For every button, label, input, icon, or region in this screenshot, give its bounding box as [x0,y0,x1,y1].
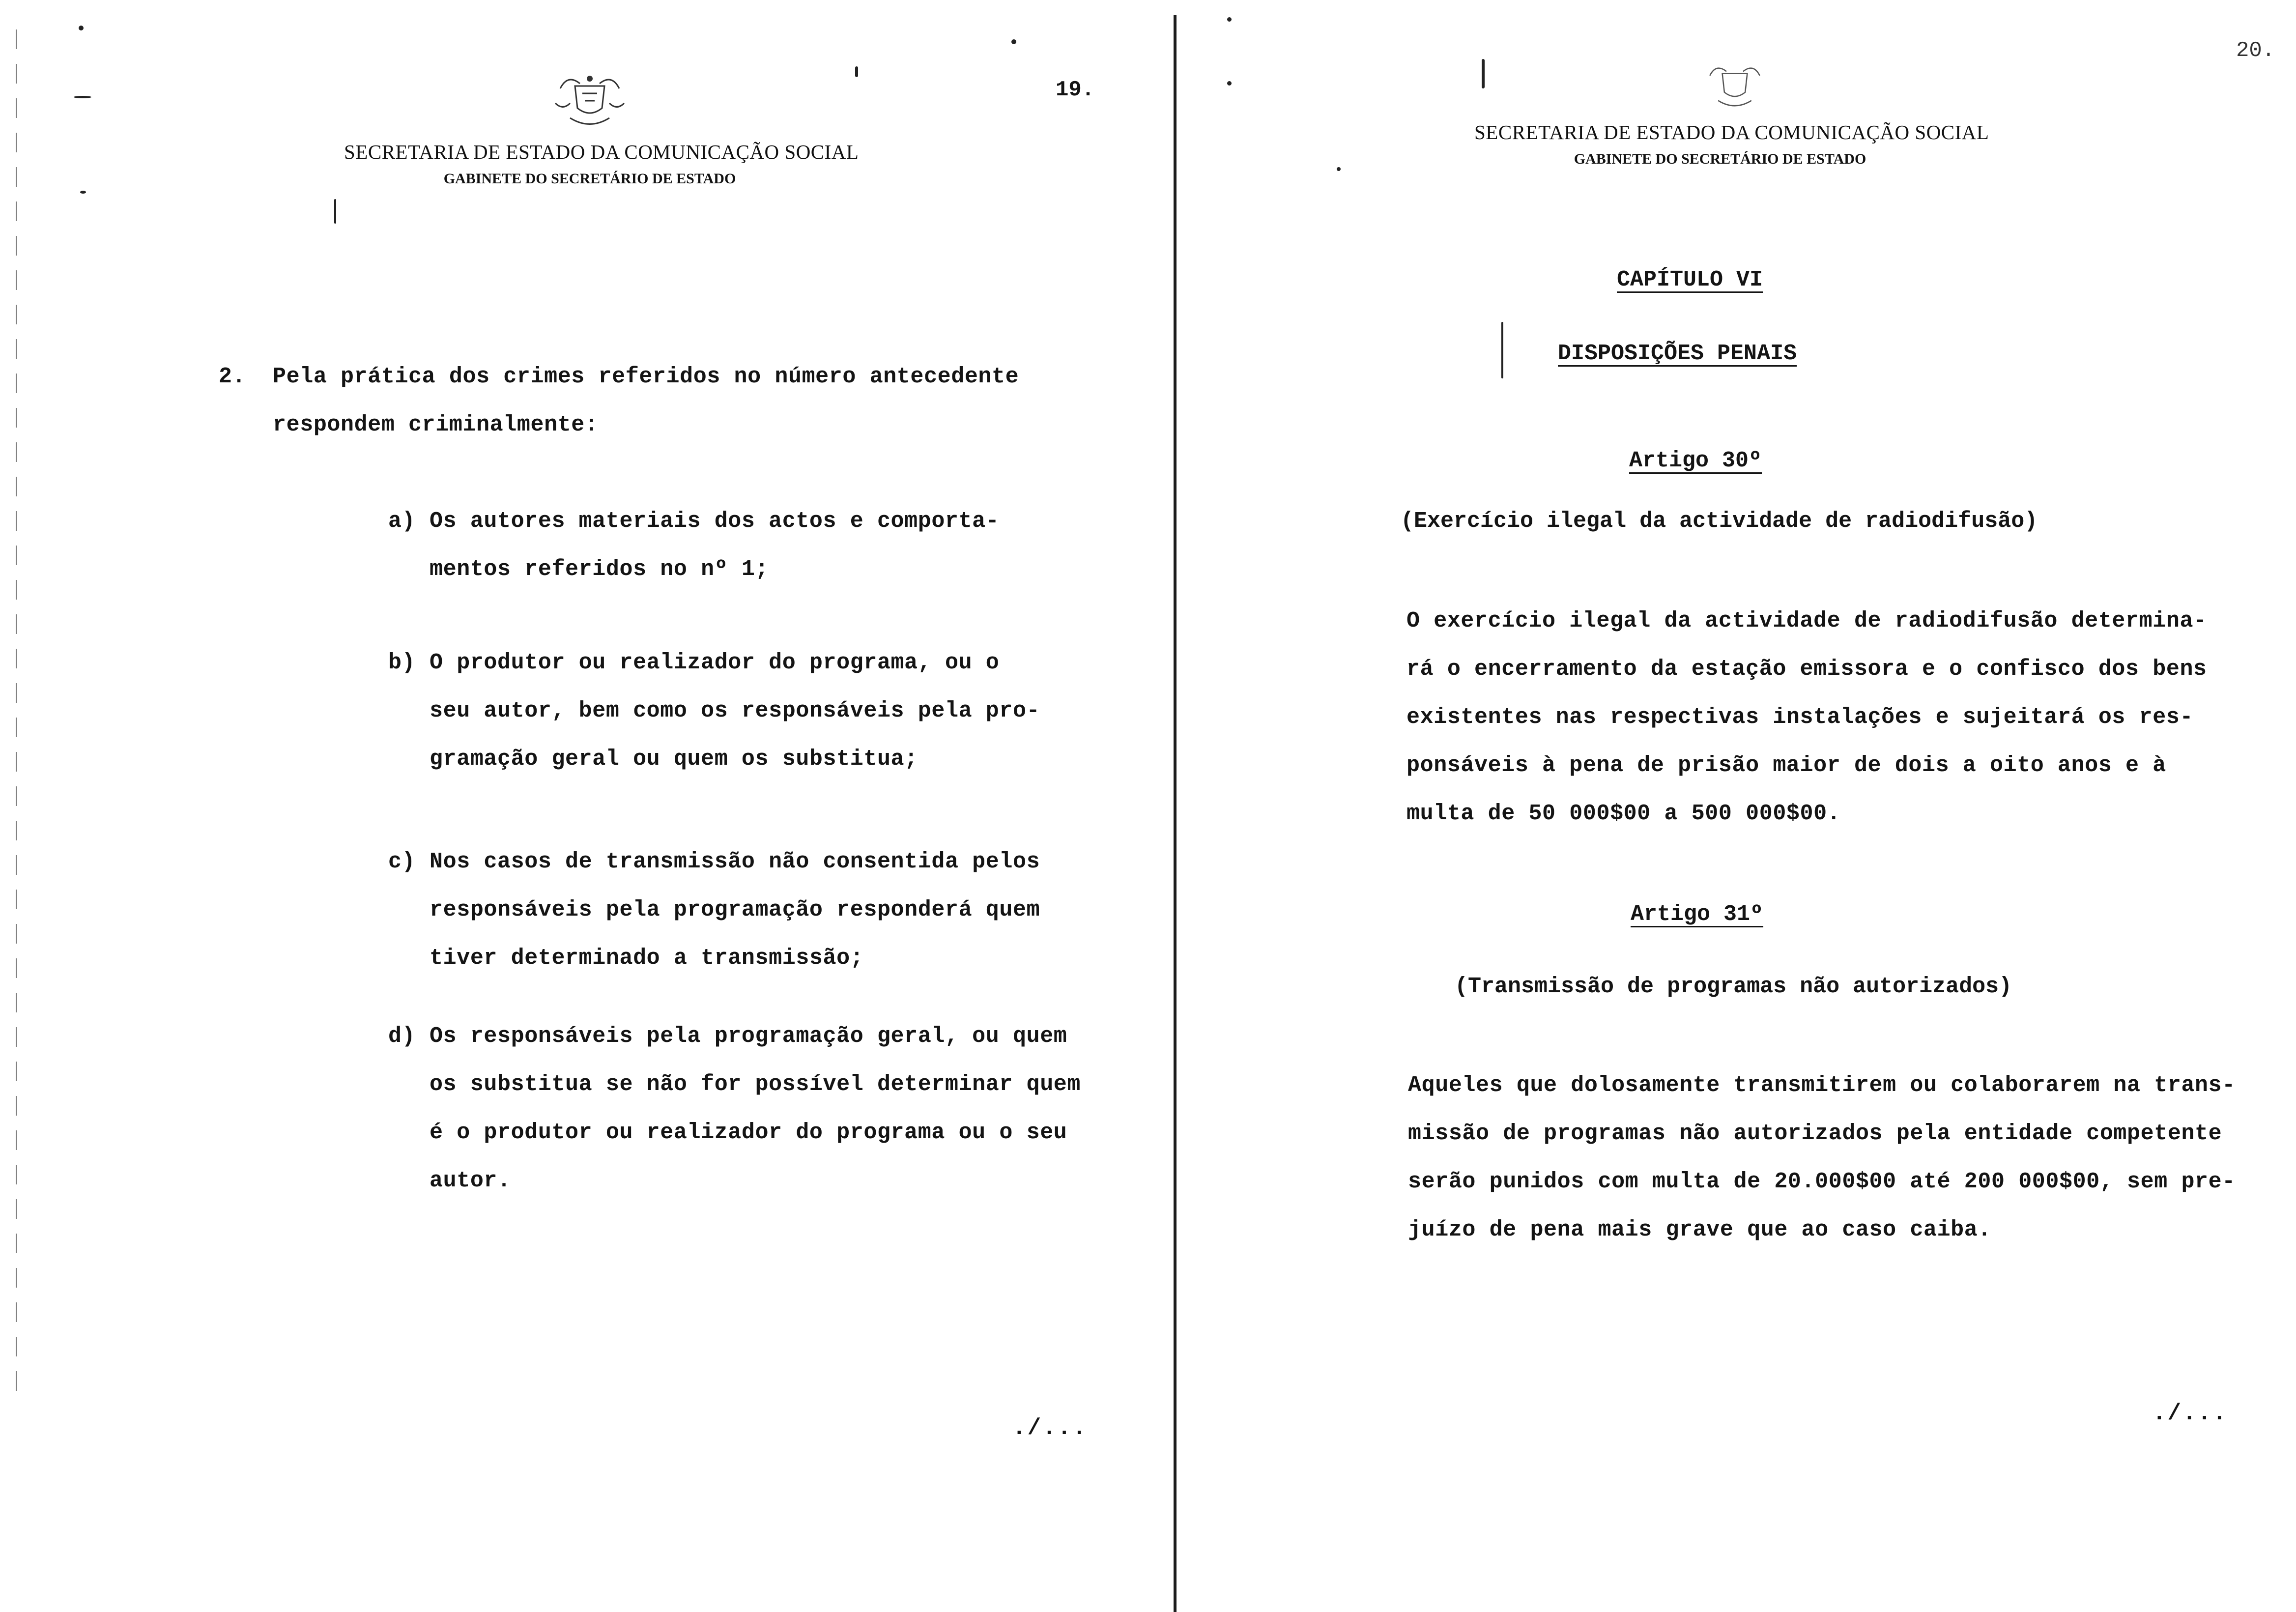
scan-speck [1011,39,1016,44]
text-line: rá o encerramento da estação emissora e o confisco dos bens [1406,657,2207,682]
list-item-text [430,838,1040,982]
text-line: gramação geral ou quem os substitua; [430,747,918,772]
book-gutter [1174,15,1177,1612]
letterhead [344,140,859,187]
letterhead-title: SECRETARIA DE ESTADO DA COMUNICAÇÃO SOCIAL [344,141,859,163]
text-line: respondem criminalmente: [273,412,599,437]
continuation-mark: ./... [2152,1401,2228,1426]
text-line: O produtor ou realizador do programa, ou o [430,650,1000,675]
article-30-heading: Artigo 30º [1629,448,1762,473]
text-line: serão punidos com multa de 20.000$00 até 200 000$00, sem pre- [1408,1169,2236,1194]
letterhead-title: SECRETARIA DE ESTADO DA COMUNICAÇÃO SOCIAL [1474,121,1989,144]
text-line: existentes nas respectivas instalações e sujeitará os res- [1406,705,2194,730]
text-line: ponsáveis à pena de prisão maior de dois a oito anos e à [1406,753,2166,778]
list-item-marker: b) [388,650,416,675]
letterhead-subtitle: GABINETE DO SECRETÁRIO DE ESTADO [443,171,736,187]
scan-speck [334,199,336,224]
article-31-heading: Artigo 31º [1631,902,1764,927]
text-line: os substitua se não for possível determinar quem [430,1072,1081,1097]
article-31-body [1408,1062,2236,1254]
text-line: O exercício ilegal da actividade de radiodifusão determina- [1406,608,2207,633]
paragraph-number: 2. [219,364,246,389]
scan-speck [1482,59,1485,88]
text-line: responsáveis pela programação responderá quem [430,897,1040,922]
text-line: Pela prática dos crimes referidos no número antecedente [273,364,1019,389]
page-number: 19. [1056,78,1095,102]
text-line: tiver determinado a transmissão; [430,946,864,971]
list-item-marker: d) [388,1024,416,1049]
paragraph-text [273,353,1019,449]
letterhead-subtitle: GABINETE DO SECRETÁRIO DE ESTADO [1574,151,1866,167]
right-page [1179,0,2296,1612]
text-line: juízo de pena mais grave que ao caso caiba. [1408,1217,1991,1242]
list-item-marker: a) [388,509,416,534]
text-line: Os responsáveis pela programação geral, ou quem [430,1024,1067,1049]
scan-speck [1501,322,1503,378]
article-30-body [1406,597,2207,838]
list-item-text [430,497,999,594]
coat-of-arms-emblem [541,69,639,133]
article-30-subtitle: (Exercício ilegal da actividade de radiodifusão) [1401,509,2038,534]
chapter-title: DISPOSIÇÕES PENAIS [1558,341,1797,366]
list-item-marker: c) [388,849,416,874]
chapter-heading: CAPÍTULO VI [1617,267,1763,292]
scan-speck [79,26,84,30]
text-line: seu autor, bem como os responsáveis pela pro- [430,698,1040,723]
list-item-text [430,639,1040,783]
article-31-subtitle: (Transmissão de programas não autorizados) [1455,974,2012,999]
text-line: Aqueles que dolosamente transmitirem ou colaborarem na trans- [1408,1073,2236,1098]
page-number: 20. [2236,38,2275,63]
letterhead [1474,120,1989,168]
scan-speck [80,191,86,194]
text-line: é o produtor ou realizador do programa ou o seu [430,1120,1067,1145]
text-line: Nos casos de transmissão não consentida pelos [430,849,1040,874]
text-line: missão de programas não autorizados pela entidade competente [1408,1121,2222,1146]
text-line: multa de 50 000$00 a 500 000$00. [1406,801,1841,826]
text-line: autor. [430,1168,511,1193]
scan-speck [855,66,858,77]
scan-speck [74,96,91,98]
list-item-text [430,1012,1081,1205]
text-line: Os autores materiais dos actos e comporta- [430,509,1000,534]
coat-of-arms-emblem [1691,59,1779,113]
text-line: mentos referidos no nº 1; [430,557,769,582]
scan-speck [1227,17,1232,22]
scan-speck [1227,81,1232,86]
continuation-mark: ./... [1012,1415,1088,1441]
scan-speck [1337,167,1341,171]
